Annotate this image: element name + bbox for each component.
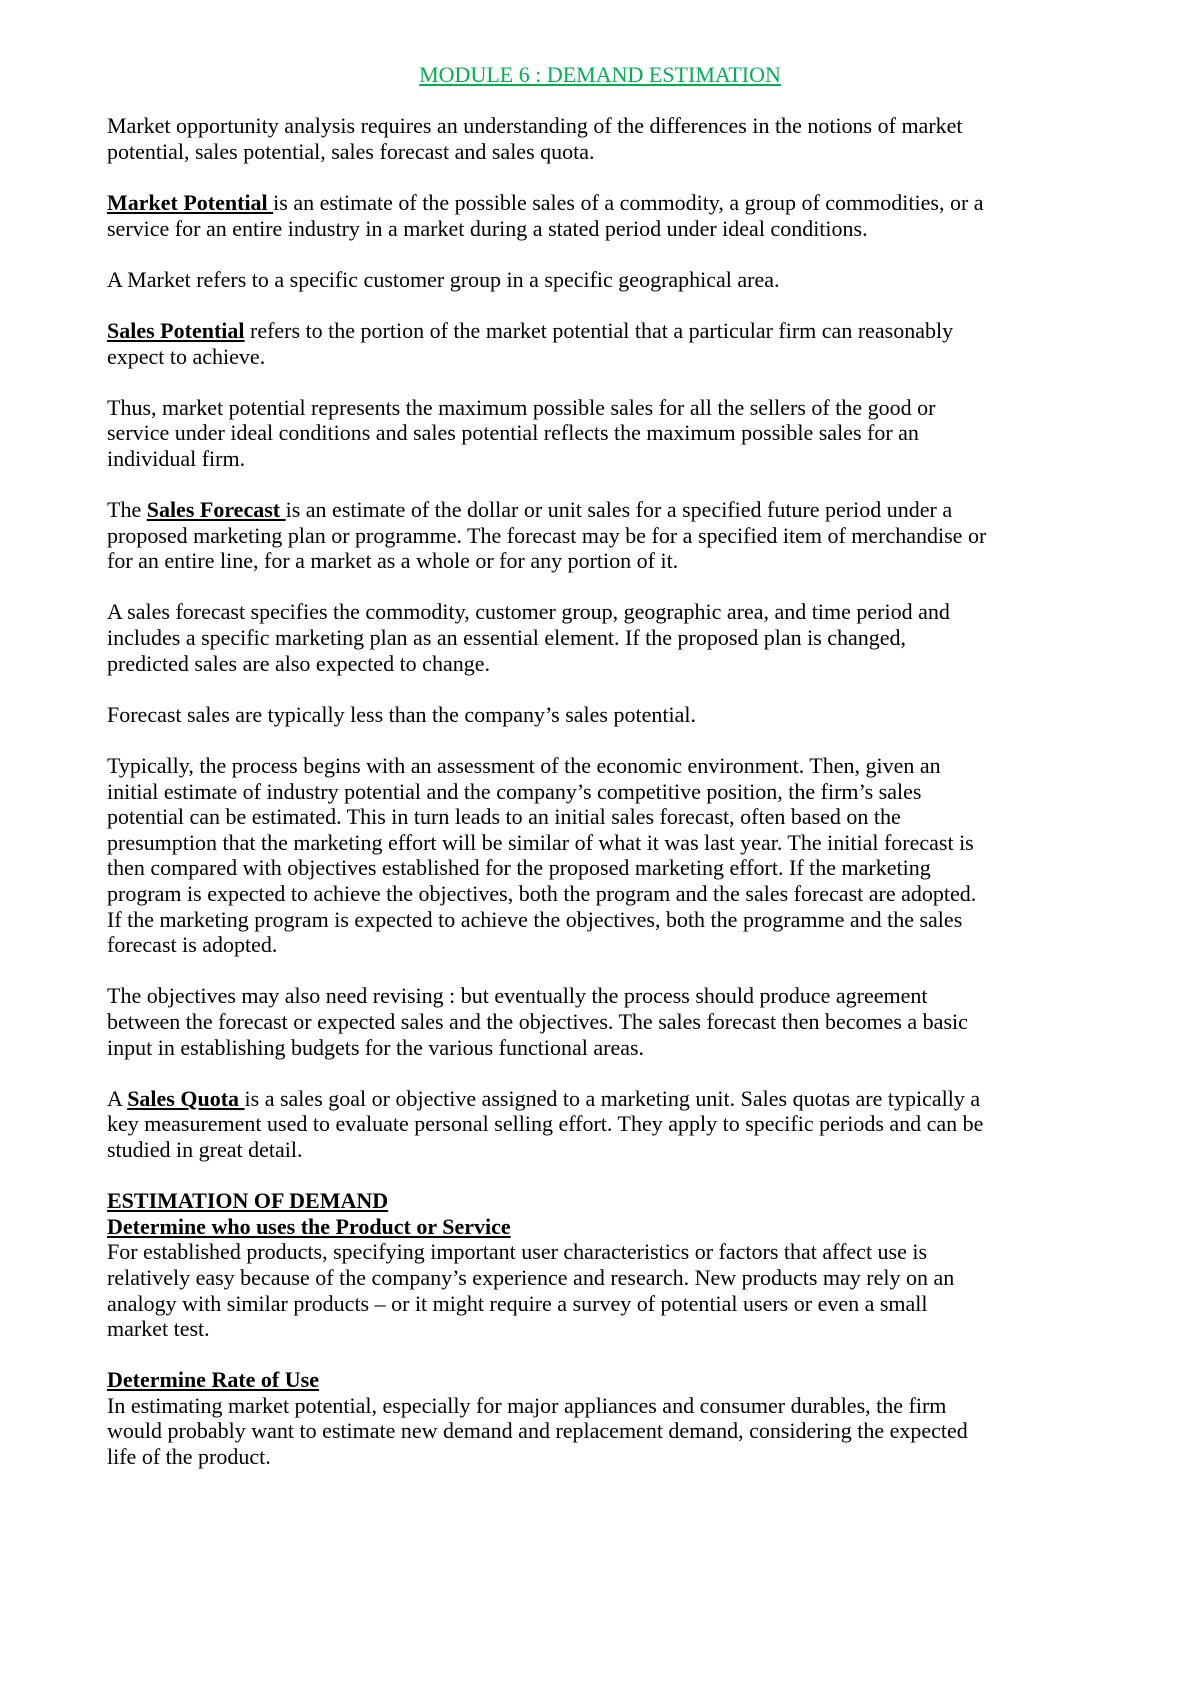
- paragraph-sales-potential: [107, 318, 1093, 369]
- text-line: individual firm.: [107, 445, 246, 471]
- text-line: For established products, specifying important user characteristics or factors that affect use is: [107, 1239, 928, 1265]
- term-sales-potential: Sales Potential: [107, 317, 245, 343]
- text-run: is an estimate of the possible sales of a commodity, a group of commodities, or a: [273, 189, 984, 215]
- subsection-heading-rate-of-use: Determine Rate of Use: [107, 1367, 319, 1393]
- text-line: presumption that the marketing effort will be similar of what it was last year. The initial forecast is: [107, 829, 974, 855]
- text-run: A: [107, 1085, 128, 1111]
- text-line: for an entire line, for a market as a whole or for any portion of it.: [107, 548, 679, 574]
- text-line: includes a specific marketing plan as an essential element. If the proposed plan is changed,: [107, 625, 907, 651]
- text-line: [107, 318, 1093, 344]
- paragraph-forecast-vs-potential: [107, 702, 1093, 728]
- text-line: service for an entire industry in a market during a stated period under ideal conditions.: [107, 215, 868, 241]
- text-line: A sales forecast specifies the commodity, customer group, geographic area, and time period and: [107, 599, 950, 625]
- document-body: [107, 62, 1093, 1495]
- text-line: market test.: [107, 1316, 210, 1342]
- text-line: studied in great detail.: [107, 1136, 303, 1162]
- text-line: initial estimate of industry potential and the company’s competitive position, the firm’s sales: [107, 778, 922, 804]
- text-line: A Market refers to a specific customer group in a specific geographical area.: [107, 266, 780, 292]
- paragraph-market-potential: [107, 190, 1093, 241]
- text-line: relatively easy because of the company’s experience and research. New products may rely on an: [107, 1264, 955, 1290]
- text-line: life of the product.: [107, 1444, 271, 1470]
- text-line: analogy with similar products – or it might require a survey of potential users or even a small: [107, 1290, 928, 1316]
- text-line: Thus, market potential represents the maximum possible sales for all the sellers of the good or: [107, 394, 936, 420]
- text-run: refers to the portion of the market potential that a particular firm can reasonably: [244, 317, 954, 343]
- text-run: The: [107, 497, 147, 523]
- text-line: expect to achieve.: [107, 343, 266, 369]
- text-line: predicted sales are also expected to change.: [107, 650, 490, 676]
- text-line: [107, 1086, 1093, 1112]
- term-sales-forecast: Sales Forecast: [146, 497, 286, 523]
- text-line: [107, 190, 1093, 216]
- text-line: program is expected to achieve the objectives, both the program and the sales forecast are adopted.: [107, 881, 977, 906]
- text-line: [107, 497, 1093, 523]
- text-line: proposed marketing plan or programme. The forecast may be for a specified item of merchandise or: [107, 522, 987, 548]
- text-line: potential can be estimated. This in turn leads to an initial sales forecast, often based on the: [107, 804, 901, 830]
- paragraph-sales-forecast: [107, 497, 1093, 574]
- subsection-heading-who-uses: Determine who uses the Product or Service: [107, 1213, 511, 1239]
- term-sales-quota: Sales Quota: [127, 1085, 245, 1111]
- text-line: between the forecast or expected sales and the objectives. The sales forecast then becomes a basic: [107, 1008, 968, 1034]
- paragraph-forecast-details: [107, 599, 1093, 676]
- text-line: potential, sales potential, sales forecast and sales quota.: [107, 138, 595, 164]
- text-line: key measurement used to evaluate personal selling effort. They apply to specific periods and can be: [107, 1111, 984, 1137]
- subsection-rate-of-use: [107, 1367, 1093, 1469]
- text-line: If the marketing program is expected to achieve the objectives, both the programme and the sales: [107, 906, 963, 932]
- section-estimation-of-demand: [107, 1188, 1093, 1342]
- paragraph-objectives: [107, 983, 1093, 1060]
- text-line: In estimating market potential, especially for major appliances and consumer durables, the firm: [107, 1392, 947, 1418]
- text-line: would probably want to estimate new demand and replacement demand, considering the expected: [107, 1418, 968, 1444]
- text-line: The objectives may also need revising : but eventually the process should produce agreement: [107, 983, 928, 1009]
- text-line: service under ideal conditions and sales potential reflects the maximum possible sales for an: [107, 420, 919, 446]
- text-run: is a sales goal or objective assigned to a marketing unit. Sales quotas are typically a: [244, 1085, 981, 1111]
- section-heading: ESTIMATION OF DEMAND: [107, 1188, 389, 1214]
- text-line: Typically, the process begins with an assessment of the economic environment. Then, given an: [107, 753, 941, 779]
- text-line: forecast is adopted.: [107, 932, 278, 958]
- text-run: is an estimate of the dollar or unit sales for a specified future period under a: [285, 497, 953, 523]
- term-market-potential: Market Potential: [107, 189, 274, 215]
- text-line: Forecast sales are typically less than the company’s sales potential.: [107, 701, 696, 727]
- page-title: MODULE 6 : DEMAND ESTIMATION: [419, 62, 781, 87]
- text-line: then compared with objectives established for the proposed marketing effort. If the marketing: [107, 855, 931, 881]
- text-line: Market opportunity analysis requires an understanding of the differences in the notions of market: [107, 113, 963, 139]
- paragraph-intro: [107, 113, 1093, 164]
- paragraph-process: [107, 753, 1093, 958]
- paragraph-market-definition: [107, 267, 1093, 293]
- text-line: input in establishing budgets for the various functional areas.: [107, 1034, 645, 1060]
- paragraph-comparison: [107, 395, 1093, 472]
- paragraph-sales-quota: [107, 1086, 1093, 1163]
